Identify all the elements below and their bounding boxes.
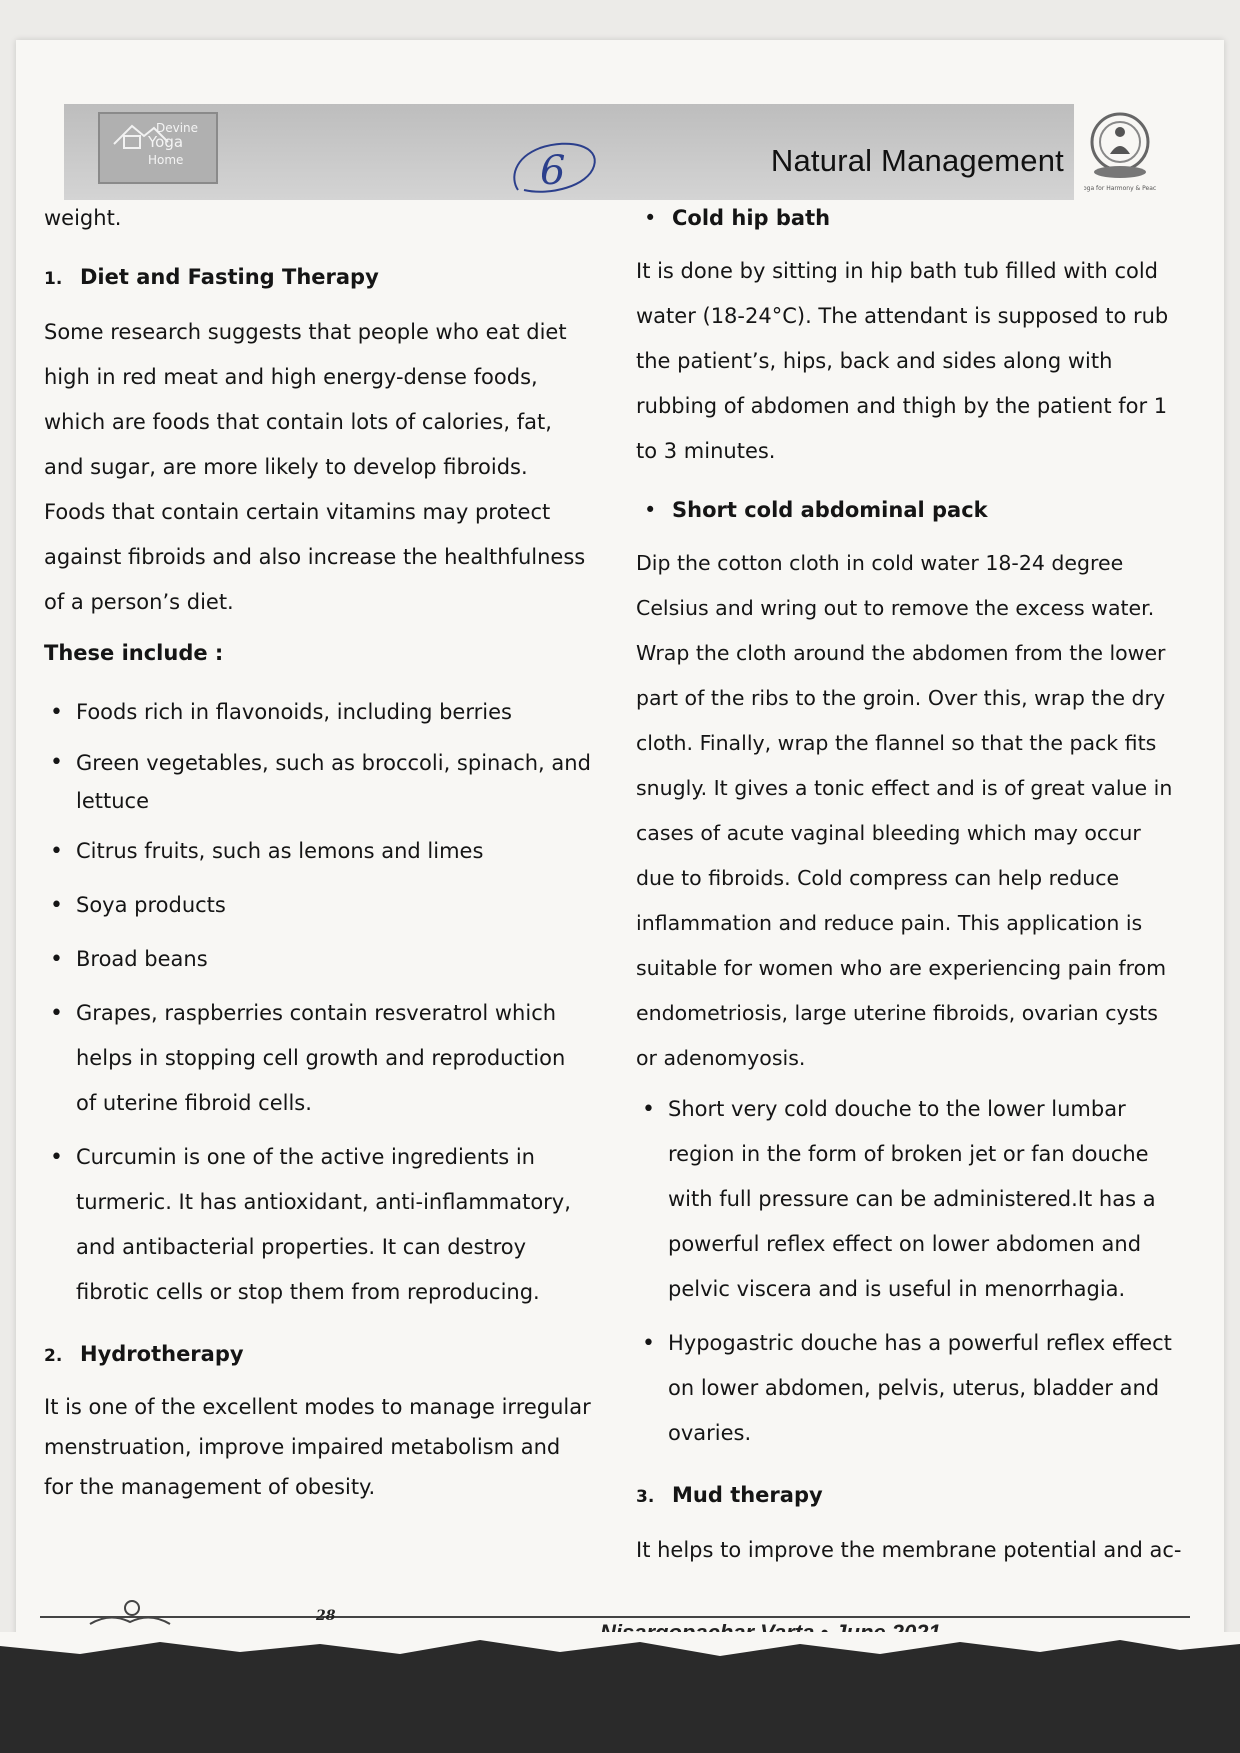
page-number: 28 — [316, 1608, 336, 1624]
handwritten-mark — [500, 138, 610, 204]
paragraph-diet: Some research suggests that people who eat diet high in red meat and high energy-dense foods, which are foods that contain lots of calories, fat, and sugar, are more likely to develop fibroids. Foods that contain certain vitamins may protect against fibroids and also increase the healthfulness of a person’s diet. — [44, 320, 586, 614]
food-list — [44, 690, 592, 1315]
these-include-label: These include : — [44, 641, 224, 665]
list-item: • Soya products — [44, 883, 592, 928]
section-title: Natural Management — [770, 143, 1064, 178]
heading-hydrotherapy: 2. Hydrotherapy — [44, 1342, 244, 1366]
torn-paper-edge — [0, 1632, 1240, 1662]
paragraph-mud-therapy: It helps to improve the membrane potential and ac- — [636, 1538, 1182, 1562]
right-column — [636, 196, 1184, 1579]
list-item: • Curcumin is one of the active ingredients in turmeric. It has antioxidant, anti-inflammatory, and antibacterial properties. It can destroy fibrotic cells or stop them from reproducing. — [44, 1135, 592, 1315]
paragraph-cold-hip-bath: It is done by sitting in hip bath tub filled with cold water (18-24°C). The attendant is supposed to rub the patient’s, hips, back and sides along with rubbing of abdomen and thigh by the patient for 1 to 3 minutes. — [636, 259, 1169, 463]
logo-line-1: Devine — [156, 121, 199, 135]
footer-rule — [40, 1616, 1190, 1618]
heading-abdominal-pack: • Short cold abdominal pack — [636, 488, 1184, 533]
list-item: • Foods rich in flavonoids, including berries — [44, 690, 592, 735]
publisher-logo — [98, 112, 218, 184]
list-item: • Grapes, raspberries contain resveratrol which helps in stopping cell growth and reproduction of uterine fibroid cells. — [44, 991, 592, 1126]
svg-text:6: 6 — [540, 148, 566, 194]
meditation-icon — [1084, 110, 1156, 196]
douche-list — [636, 1087, 1184, 1456]
paragraph-hydrotherapy: It is one of the excellent modes to manage irregular menstruation, improve impaired metabolism and for the management of obesity. — [44, 1395, 591, 1499]
intro-text: weight. — [44, 206, 122, 230]
list-item: • Green vegetables, such as broccoli, spinach, and lettuce — [44, 744, 592, 820]
heading-mud-therapy: 3. Mud therapy — [636, 1483, 823, 1507]
logo-line-3: Home — [148, 153, 184, 167]
logo-line-2: Yoga — [148, 133, 184, 151]
heading-diet: 1. Diet and Fasting Therapy — [44, 265, 379, 289]
left-column — [44, 196, 592, 1513]
yoga-emblem — [1084, 110, 1156, 200]
paragraph-abdominal-pack: Dip the cotton cloth in cold water 18-24 degree Celsius and wring out to remove the excess water. Wrap the cloth around the abdomen from the lower part of the ribs to the groin. Over this, wrap the dry cloth. Finally, wrap the flannel so that the pack fits snugly. It gives a tonic effect and is of great value in cases of acute vaginal bleeding which may occur due to fibroids. Cold compress can help reduce inflammation and reduce pain. This application is suitable for women who are experiencing pain from endometriosis, large uterine fibroids, ovarian cysts or adenomyosis. — [636, 551, 1173, 1070]
list-item: • Citrus fruits, such as lemons and limes — [44, 829, 592, 874]
heading-cold-hip-bath: • Cold hip bath — [636, 196, 1184, 241]
list-item: • Broad beans — [44, 937, 592, 982]
list-item: • Short very cold douche to the lower lumbar region in the form of broken jet or fan douche with full pressure can be administered.It has a powerful reflex effect on lower abdomen and pelvic viscera and is useful in menorrhagia. — [636, 1087, 1184, 1312]
list-item: • Hypogastric douche has a powerful reflex effect on lower abdomen, pelvis, uterus, bladder and ovaries. — [636, 1321, 1184, 1456]
svg-text:Yoga for Harmony & Peace: Yoga for Harmony & Peace — [1084, 185, 1156, 192]
